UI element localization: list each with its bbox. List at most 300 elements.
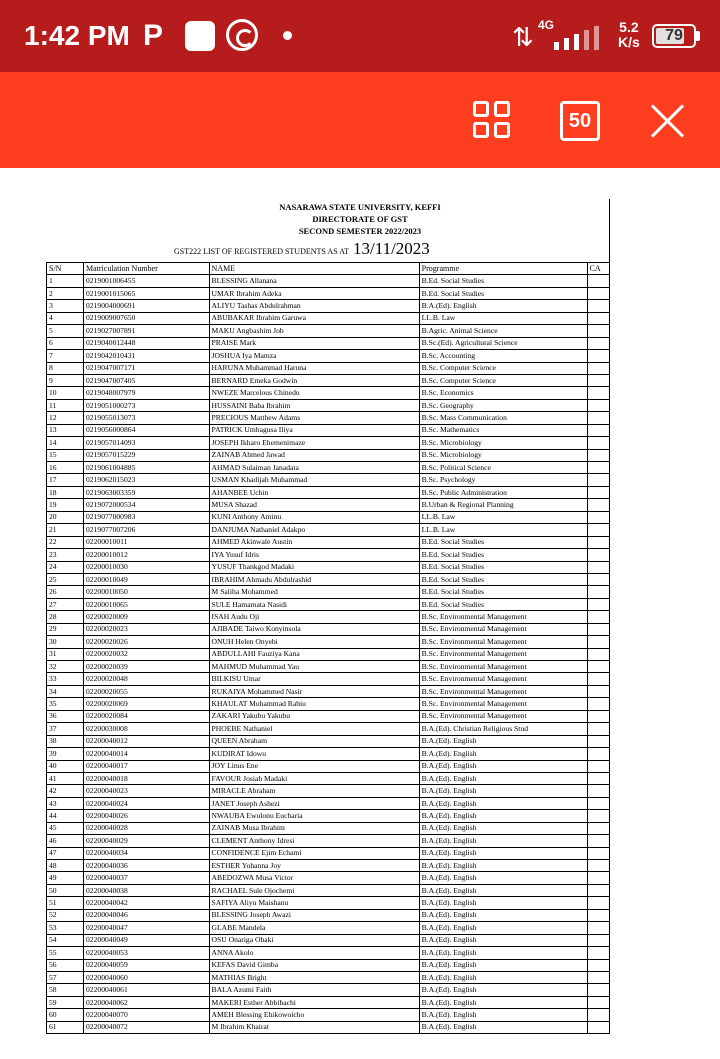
programme-cell: B.A.(Ed). English [419, 971, 587, 983]
table-row [47, 399, 610, 411]
programme-cell: B.Ed. Social Studies [419, 598, 587, 610]
serial-number-cell: 59 [47, 996, 84, 1008]
student-name-cell: FAVOUR Josiah Madaki [209, 772, 419, 784]
student-name-cell: M Ibrahim Khairat [209, 1021, 419, 1033]
student-name-cell: MAKERI Esther Abbibachi [209, 996, 419, 1008]
table-row [47, 536, 610, 548]
table-row [47, 772, 610, 784]
student-name-cell: JOSEPH Ikharo Ehemenimaze [209, 437, 419, 449]
matric-number-cell: 02200040036 [84, 860, 210, 872]
serial-number-cell: 10 [47, 387, 84, 399]
serial-number-cell: 55 [47, 947, 84, 959]
table-row [47, 611, 610, 623]
page-count-button[interactable]: 50 [560, 101, 600, 141]
programme-cell: B.Sc. Computer Science [419, 362, 587, 374]
serial-number-cell: 3 [47, 300, 84, 312]
matric-number-cell: 02200040059 [84, 959, 210, 971]
student-name-cell: KUDIRAT Idowu [209, 748, 419, 760]
student-name-cell: USMAN Khadijah Muhammad [209, 474, 419, 486]
matric-number-cell: 0219001006455 [84, 275, 210, 287]
serial-number-cell: 49 [47, 872, 84, 884]
programme-cell: B.A.(Ed). English [419, 847, 587, 859]
serial-number-cell: 50 [47, 884, 84, 896]
serial-number-cell: 19 [47, 499, 84, 511]
matric-number-cell: 02200010011 [84, 536, 210, 548]
table-row [47, 300, 610, 312]
student-name-cell: BALA Azumi Faith [209, 984, 419, 996]
student-name-cell: SULE Hamamata Nasidi [209, 598, 419, 610]
student-name-cell: JOSHUA Iya Mamza [209, 350, 419, 362]
grid-view-icon [473, 101, 489, 117]
student-name-cell: OSU Onariga Obaki [209, 934, 419, 946]
serial-number-cell: 48 [47, 860, 84, 872]
student-name-cell: BLESSING Allanana [209, 275, 419, 287]
matric-number-cell: 02200020026 [84, 636, 210, 648]
matric-number-cell: 02200040024 [84, 797, 210, 809]
table-row [47, 275, 610, 287]
student-name-cell: MAHMUD Muhammad Yau [209, 661, 419, 673]
status-bar [0, 0, 720, 72]
student-name-cell: PATRICK Umbagusa Iliya [209, 424, 419, 436]
student-name-cell: KHAULAT Muhammad Rabiu [209, 698, 419, 710]
serial-number-cell: 52 [47, 909, 84, 921]
ca-cell [587, 934, 610, 946]
programme-cell: B.Sc. Public Administration [419, 486, 587, 498]
column-header: S/N [47, 263, 84, 275]
matric-number-cell: 02200040047 [84, 922, 210, 934]
matric-number-cell: 02200040070 [84, 1009, 210, 1021]
serial-number-cell: 24 [47, 561, 84, 573]
serial-number-cell: 25 [47, 573, 84, 585]
notification-dot-icon [283, 31, 292, 40]
serial-number-cell: 38 [47, 735, 84, 747]
ca-cell [587, 685, 610, 697]
programme-cell: B.Sc. Environmental Management [419, 611, 587, 623]
programme-cell: B.A.(Ed). English [419, 835, 587, 847]
serial-number-cell: 23 [47, 549, 84, 561]
table-row [47, 499, 610, 511]
matric-number-cell: 02200010012 [84, 549, 210, 561]
serial-number-cell: 9 [47, 374, 84, 386]
programme-cell: B.Sc. Environmental Management [419, 710, 587, 722]
student-name-cell: ESTHER Yohanna Joy [209, 860, 419, 872]
matric-number-cell: 0219047007405 [84, 374, 210, 386]
serial-number-cell: 31 [47, 648, 84, 660]
ca-cell [587, 971, 610, 983]
student-name-cell: HUSSAINI Baba Ibrahim [209, 399, 419, 411]
battery-tip [696, 31, 700, 41]
ca-cell [587, 648, 610, 660]
table-row [47, 623, 610, 635]
student-name-cell: GLABE Mandela [209, 922, 419, 934]
table-row [47, 884, 610, 896]
table-row [47, 922, 610, 934]
table-row [47, 424, 610, 436]
table-row [47, 362, 610, 374]
programme-cell: B.Ed. Social Studies [419, 275, 587, 287]
ca-cell [587, 785, 610, 797]
serial-number-cell: 30 [47, 636, 84, 648]
programme-cell: B.Ed. Social Studies [419, 586, 587, 598]
close-button[interactable] [648, 101, 688, 141]
student-name-cell: HARUNA Muhammad Haruna [209, 362, 419, 374]
programme-cell: B.A.(Ed). English [419, 797, 587, 809]
table-row [47, 412, 610, 424]
matric-number-cell: 0219055013073 [84, 412, 210, 424]
ca-cell [587, 710, 610, 722]
matric-number-cell: 02200040023 [84, 785, 210, 797]
programme-cell: B.Sc. Mathematics [419, 424, 587, 436]
speed-unit: K/s [618, 34, 640, 50]
ca-cell [587, 462, 610, 474]
ca-cell [587, 698, 610, 710]
serial-number-cell: 4 [47, 312, 84, 324]
student-name-cell: M Saliha Mohammed [209, 586, 419, 598]
list-title-text: GST222 LIST OF REGISTERED STUDENTS AS AT [174, 247, 349, 256]
student-name-cell: IYA Yusuf Idris [209, 549, 419, 561]
student-name-cell: JANET Joseph Ashezi [209, 797, 419, 809]
programme-cell: B.A.(Ed). English [419, 984, 587, 996]
directorate-name: DIRECTORATE OF GST [312, 214, 408, 224]
programme-cell: B.Sc. Mass Communication [419, 412, 587, 424]
programme-cell: B.A.(Ed). English [419, 884, 587, 896]
matric-number-cell: 02200040012 [84, 735, 210, 747]
student-name-cell: ZAINAB Musa Ibrahim [209, 822, 419, 834]
matric-number-cell: 02200040053 [84, 947, 210, 959]
programme-cell: B.Sc. Environmental Management [419, 623, 587, 635]
table-row [47, 462, 610, 474]
matric-number-cell: 02200040018 [84, 772, 210, 784]
table-row [47, 735, 610, 747]
table-row [47, 287, 610, 299]
matric-number-cell: 02200040046 [84, 909, 210, 921]
matric-number-cell: 0219009007650 [84, 312, 210, 324]
signal-icon [540, 24, 606, 50]
student-name-cell: NWAUBA Ewulonu Eucharia [209, 810, 419, 822]
matric-number-cell: 02200010065 [84, 598, 210, 610]
grid-cell [494, 122, 510, 138]
matric-number-cell: 0219040012448 [84, 337, 210, 349]
programme-cell: B.A.(Ed). English [419, 1009, 587, 1021]
programme-cell: B.Sc. Microbiology [419, 437, 587, 449]
student-name-cell: RUKAIYA Mohammed Nasir [209, 685, 419, 697]
ca-cell [587, 922, 610, 934]
table-row [47, 486, 610, 498]
ca-cell [587, 959, 610, 971]
ca-cell [587, 611, 610, 623]
student-name-cell: UMAR Ibrahim Adeka [209, 287, 419, 299]
student-name-cell: JOY Linus Ene [209, 760, 419, 772]
serial-number-cell: 21 [47, 524, 84, 536]
programme-cell: B.A.(Ed). English [419, 1021, 587, 1033]
serial-number-cell: 26 [47, 586, 84, 598]
ca-cell [587, 337, 610, 349]
serial-number-cell: 36 [47, 710, 84, 722]
student-name-cell: YUSUF Thankgod Madaki [209, 561, 419, 573]
matric-number-cell: 02200040037 [84, 872, 210, 884]
programme-cell: B.Ed. Social Studies [419, 536, 587, 548]
serial-number-cell: 40 [47, 760, 84, 772]
serial-number-cell: 7 [47, 350, 84, 362]
matric-number-cell: 0219077007206 [84, 524, 210, 536]
serial-number-cell: 18 [47, 486, 84, 498]
student-name-cell: KUNI Anthony Aminu [209, 511, 419, 523]
matric-number-cell: 02200020055 [84, 685, 210, 697]
table-row [47, 797, 610, 809]
table-row [47, 785, 610, 797]
serial-number-cell: 27 [47, 598, 84, 610]
table-row [47, 374, 610, 386]
table-row [47, 598, 610, 610]
matric-number-cell: 02200040014 [84, 748, 210, 760]
matric-number-cell: 02200040049 [84, 934, 210, 946]
battery-icon [652, 24, 696, 48]
serial-number-cell: 61 [47, 1021, 84, 1033]
square-app-icon [185, 21, 215, 51]
matric-number-cell: 0219072000534 [84, 499, 210, 511]
ca-cell [587, 860, 610, 872]
programme-cell: B.Sc. Microbiology [419, 449, 587, 461]
grid-cell [494, 101, 510, 117]
student-name-cell: AHANBEE Uchin [209, 486, 419, 498]
student-name-cell: PRAISE Mark [209, 337, 419, 349]
matric-number-cell: 0219062015023 [84, 474, 210, 486]
programme-cell: B.A.(Ed). English [419, 772, 587, 784]
programme-cell: B.Sc. Accounting [419, 350, 587, 362]
ca-cell [587, 524, 610, 536]
student-name-cell: MATHIAS Bright [209, 971, 419, 983]
programme-cell: B.Sc. Environmental Management [419, 636, 587, 648]
student-name-cell: CONFIDENCE Ejim Echami [209, 847, 419, 859]
column-header: NAME [209, 263, 419, 275]
matric-number-cell: 0219048007979 [84, 387, 210, 399]
table-row [47, 524, 610, 536]
table-row [47, 387, 610, 399]
ca-cell [587, 474, 610, 486]
student-name-cell: ABDULLAHI Fauziya Kana [209, 648, 419, 660]
programme-cell: B.A.(Ed). English [419, 897, 587, 909]
programme-cell: B.A.(Ed). English [419, 959, 587, 971]
programme-cell: B.Sc. Environmental Management [419, 648, 587, 660]
ca-cell [587, 673, 610, 685]
student-name-cell: MUSA Shazad [209, 499, 419, 511]
matric-number-cell: 0219001015065 [84, 287, 210, 299]
table-row [47, 661, 610, 673]
ca-cell [587, 1009, 610, 1021]
ca-cell [587, 947, 610, 959]
programme-cell: B.Ed. Social Studies [419, 573, 587, 585]
table-row [47, 325, 610, 337]
ca-cell [587, 598, 610, 610]
matric-number-cell: 02200020009 [84, 611, 210, 623]
serial-number-cell: 56 [47, 959, 84, 971]
serial-number-cell: 5 [47, 325, 84, 337]
matric-number-cell: 02200020032 [84, 648, 210, 660]
matric-number-cell: 02200040017 [84, 760, 210, 772]
programme-cell: B.A.(Ed). English [419, 947, 587, 959]
serial-number-cell: 29 [47, 623, 84, 635]
student-name-cell: DANJUMA Nathaniel Adakpo [209, 524, 419, 536]
serial-number-cell: 46 [47, 835, 84, 847]
data-arrows-icon: ⇅ [512, 22, 534, 52]
ca-cell [587, 748, 610, 760]
student-name-cell: BERNARD Emeka Godwin [209, 374, 419, 386]
student-name-cell: BLESSING Joseph Awazi [209, 909, 419, 921]
list-date: 13/11/2023 [352, 239, 430, 258]
ca-cell [587, 312, 610, 324]
student-name-cell: AHMAD Sulaiman Janadata [209, 462, 419, 474]
matric-number-cell: 0219047007171 [84, 362, 210, 374]
table-row [47, 449, 610, 461]
programme-cell: B.Agric. Animal Science [419, 325, 587, 337]
matric-number-cell: 0219057014093 [84, 437, 210, 449]
table-row [47, 437, 610, 449]
speed-value: 5.2 [619, 19, 639, 35]
table-row [47, 723, 610, 735]
table-row [47, 586, 610, 598]
ca-cell [587, 449, 610, 461]
table-row [47, 748, 610, 760]
programme-cell: B.A.(Ed). English [419, 748, 587, 760]
ca-cell [587, 909, 610, 921]
programme-cell: B.Sc. Computer Science [419, 374, 587, 386]
ca-cell [587, 996, 610, 1008]
serial-number-cell: 17 [47, 474, 84, 486]
programme-cell: B.Urban & Regional Planning [419, 499, 587, 511]
matric-number-cell: 0219063003359 [84, 486, 210, 498]
ca-cell [587, 511, 610, 523]
table-row [47, 959, 610, 971]
serial-number-cell: 14 [47, 437, 84, 449]
student-name-cell: ZAINAB Ahmed Jawad [209, 449, 419, 461]
table-row [47, 337, 610, 349]
programme-cell: B.A.(Ed). English [419, 785, 587, 797]
serial-number-cell: 32 [47, 661, 84, 673]
ca-cell [587, 897, 610, 909]
network-speed [618, 20, 640, 50]
student-name-cell: SAFIYA Aliyu Maishanu [209, 897, 419, 909]
serial-number-cell: 58 [47, 984, 84, 996]
table-row [47, 897, 610, 909]
ca-cell [587, 810, 610, 822]
table-row [47, 573, 610, 585]
ca-cell [587, 661, 610, 673]
table-row [47, 934, 610, 946]
ca-cell [587, 984, 610, 996]
ca-cell [587, 760, 610, 772]
student-name-cell: ONUH Helen Onyebi [209, 636, 419, 648]
table-row [47, 673, 610, 685]
matric-number-cell: 0219027007891 [84, 325, 210, 337]
programme-cell: B.A.(Ed). English [419, 922, 587, 934]
ca-cell [587, 561, 610, 573]
ca-cell [587, 573, 610, 585]
table-row [47, 350, 610, 362]
ca-cell [587, 549, 610, 561]
battery-level: 79 [665, 27, 683, 44]
table-row [47, 984, 610, 996]
programme-cell: B.A.(Ed). English [419, 735, 587, 747]
ca-cell [587, 772, 610, 784]
table-row [47, 561, 610, 573]
programme-cell: B.Sc.(Ed). Agricultural Science [419, 337, 587, 349]
document-header [160, 201, 560, 237]
matric-number-cell: 02200020039 [84, 661, 210, 673]
student-name-cell: ZAKARI Yakubu Yakubu [209, 710, 419, 722]
programme-cell: B.Ed. Social Studies [419, 287, 587, 299]
table-row [47, 996, 610, 1008]
matric-number-cell: 02200010030 [84, 561, 210, 573]
semester-label: SECOND SEMESTER 2022/2023 [298, 226, 422, 236]
programme-cell: B.A.(Ed). English [419, 872, 587, 884]
matric-number-cell: 02200010050 [84, 586, 210, 598]
ca-cell [587, 300, 610, 312]
student-name-cell: MIRACLE Abraham [209, 785, 419, 797]
serial-number-cell: 12 [47, 412, 84, 424]
serial-number-cell: 35 [47, 698, 84, 710]
table-row [47, 872, 610, 884]
matric-number-cell: 02200040028 [84, 822, 210, 834]
programme-cell: LL.B. Law [419, 312, 587, 324]
table-row [47, 685, 610, 697]
table-row [47, 822, 610, 834]
programme-cell: B.A.(Ed). English [419, 934, 587, 946]
ca-cell [587, 362, 610, 374]
serial-number-cell: 1 [47, 275, 84, 287]
student-name-cell: NWEZE Marcelous Chinedu [209, 387, 419, 399]
matric-number-cell: 02200020048 [84, 673, 210, 685]
serial-number-cell: 16 [47, 462, 84, 474]
ca-cell [587, 623, 610, 635]
ca-cell [587, 374, 610, 386]
serial-number-cell: 42 [47, 785, 84, 797]
table-row [47, 549, 610, 561]
ca-cell [587, 499, 610, 511]
matric-number-cell: 0219056000864 [84, 424, 210, 436]
student-name-cell: PRECIOUS Matthew Adams [209, 412, 419, 424]
student-name-cell: IBRAHIM Ahmadu Abdulrashid [209, 573, 419, 585]
programme-cell: B.Sc. Psychology [419, 474, 587, 486]
serial-number-cell: 43 [47, 797, 84, 809]
table-row [47, 947, 610, 959]
student-name-cell: AMEH Blessing Ehikowoicho [209, 1009, 419, 1021]
programme-cell: B.Sc. Environmental Management [419, 685, 587, 697]
student-name-cell: AJIBADE Taiwo Konyinsola [209, 623, 419, 635]
ca-cell [587, 835, 610, 847]
programme-cell: B.A.(Ed). English [419, 760, 587, 772]
grid-cell [473, 122, 489, 138]
document-page[interactable] [0, 168, 720, 1059]
serial-number-cell: 37 [47, 723, 84, 735]
university-name: NASARAWA STATE UNIVERSITY, KEFFI [279, 202, 441, 212]
serial-number-cell: 34 [47, 685, 84, 697]
column-header: Matriculation Number [84, 263, 210, 275]
ca-cell [587, 636, 610, 648]
programme-cell: B.Sc. Political Science [419, 462, 587, 474]
matric-number-cell: 02200040029 [84, 835, 210, 847]
ca-cell [587, 797, 610, 809]
student-name-cell: RACHAEL Sule Ojochemi [209, 884, 419, 896]
programme-cell: LL.B. Law [419, 524, 587, 536]
column-header: CA [587, 263, 610, 275]
serial-number-cell: 2 [47, 287, 84, 299]
ca-cell [587, 822, 610, 834]
list-title [174, 239, 430, 259]
student-name-cell: BILKISU Umar [209, 673, 419, 685]
ca-cell [587, 723, 610, 735]
grid-view-button[interactable] [473, 101, 513, 141]
table-row [47, 636, 610, 648]
